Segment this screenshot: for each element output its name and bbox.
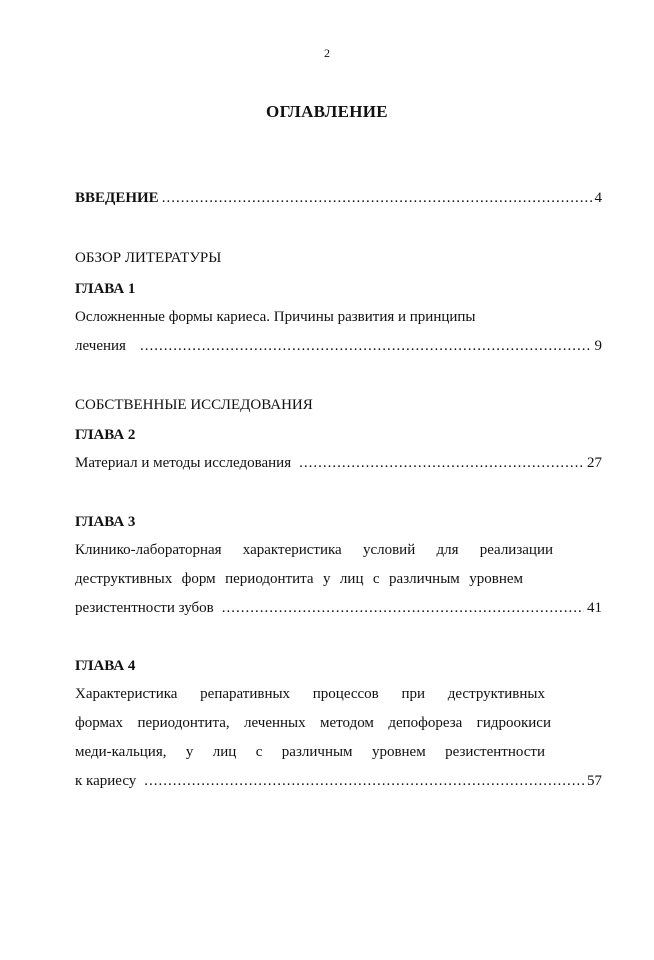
toc-entry-page: 27 bbox=[587, 455, 602, 471]
toc-entry-chapter-4-line2: формах периодонтита, леченных методом депофореза гидроокиси bbox=[75, 715, 551, 731]
toc-entry-chapter-1[interactable] bbox=[75, 336, 602, 356]
toc-entry-label: резистентности зубов bbox=[75, 600, 214, 616]
toc-entry-chapter-3-line1: Клинико-лабораторная характеристика условий для реализации bbox=[75, 542, 553, 558]
chapter-heading-1: ГЛАВА 1 bbox=[75, 281, 136, 297]
dot-leader bbox=[299, 453, 584, 473]
toc-entry-label: к кариесу bbox=[75, 773, 137, 789]
section-heading-literature: ОБЗОР ЛИТЕРАТУРЫ bbox=[75, 250, 222, 266]
dot-leader bbox=[140, 336, 592, 356]
dot-leader bbox=[162, 188, 592, 208]
toc-entry-chapter-3[interactable] bbox=[75, 598, 602, 618]
page-number: 2 bbox=[324, 46, 330, 60]
toc-entry-chapter-4[interactable] bbox=[75, 771, 602, 791]
toc-entry-chapter-4-line1: Характеристика репаративных процессов при деструктивных bbox=[75, 686, 545, 702]
toc-entry-page: 41 bbox=[587, 600, 602, 616]
toc-entry-chapter-3-line2: деструктивных форм периодонтита у лиц с различным уровнем bbox=[75, 571, 523, 587]
toc-entry-introduction[interactable] bbox=[75, 188, 602, 208]
chapter-heading-2: ГЛАВА 2 bbox=[75, 427, 136, 443]
chapter-heading-4: ГЛАВА 4 bbox=[75, 658, 136, 674]
toc-entry-chapter-2[interactable] bbox=[75, 453, 602, 473]
section-heading-own-research: СОБСТВЕННЫЕ ИССЛЕДОВАНИЯ bbox=[75, 397, 313, 413]
dot-leader bbox=[144, 771, 584, 791]
toc-entry-chapter-4-line3: меди-кальция, у лиц с различным уровнем резистентности bbox=[75, 744, 545, 760]
toc-entry-label: лечения bbox=[75, 338, 126, 354]
dot-leader bbox=[222, 598, 584, 618]
toc-entry-page: 4 bbox=[594, 190, 602, 206]
toc-entry-page: 9 bbox=[594, 338, 602, 354]
toc-entry-page: 57 bbox=[587, 773, 602, 789]
toc-title: ОГЛАВЛЕНИЕ bbox=[266, 102, 388, 121]
toc-entry-label: ВВЕДЕНИЕ bbox=[75, 190, 159, 206]
toc-entry-label: Материал и методы исследования bbox=[75, 455, 292, 471]
toc-entry-chapter-1-line1: Осложненные формы кариеса. Причины развития и принципы bbox=[75, 309, 476, 325]
chapter-heading-3: ГЛАВА 3 bbox=[75, 514, 136, 530]
